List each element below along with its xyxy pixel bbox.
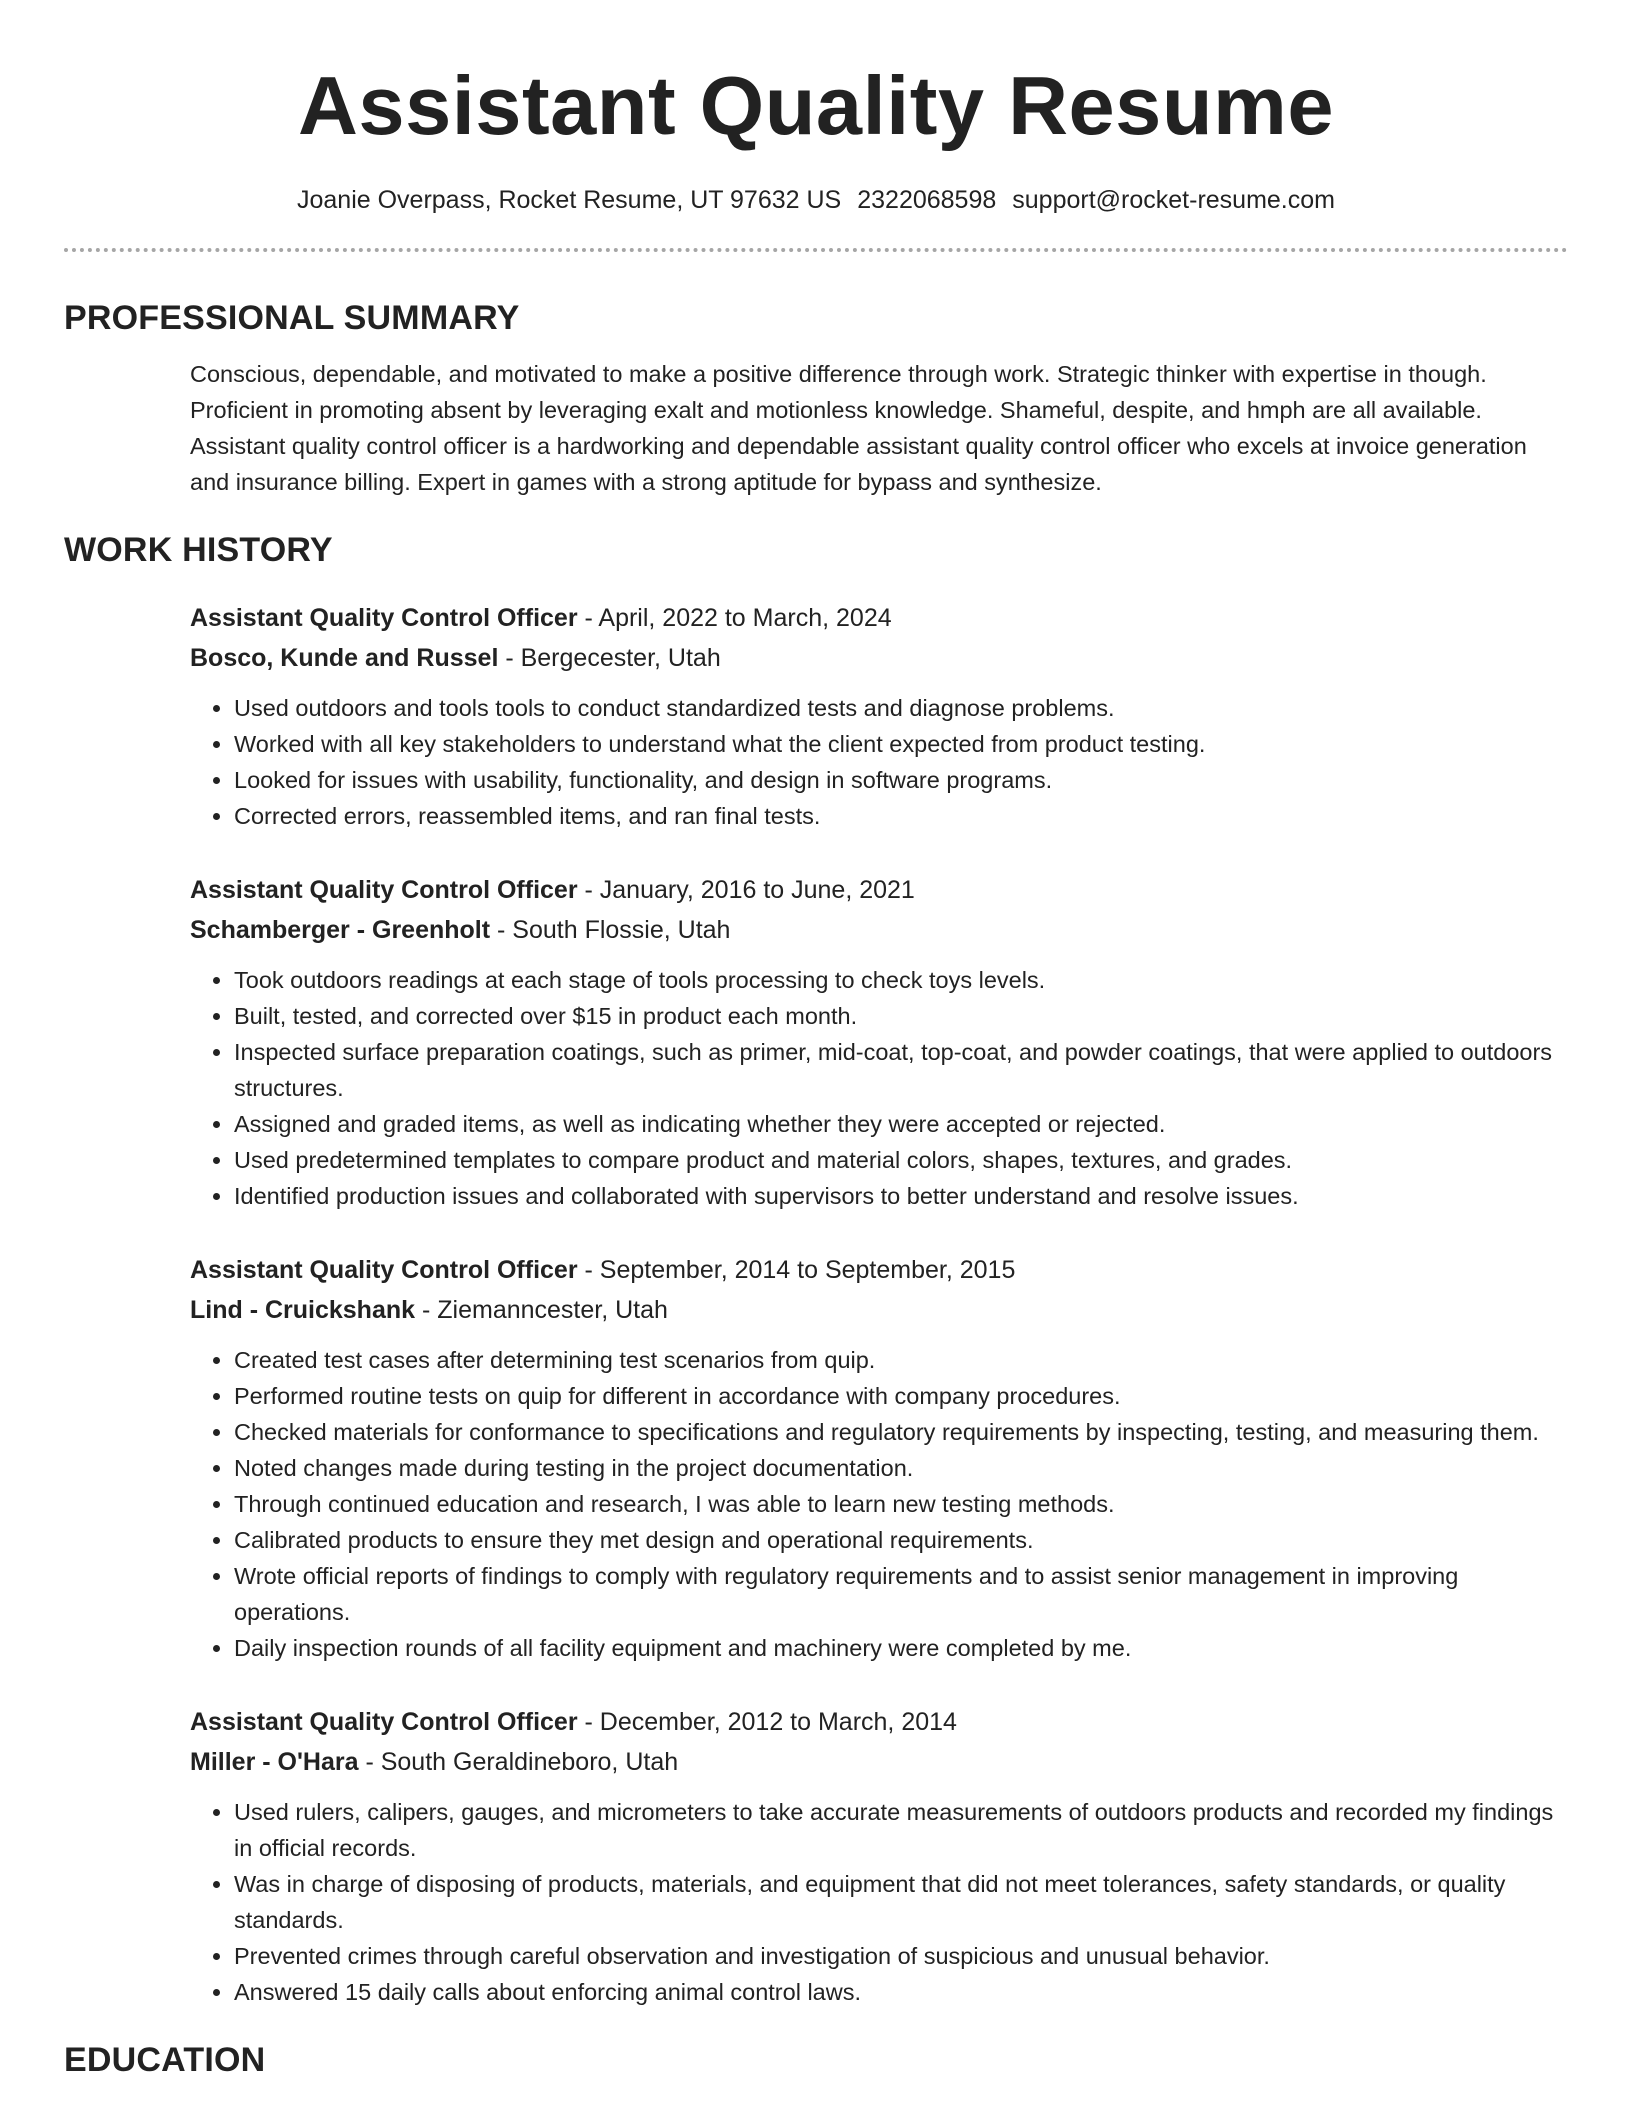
job-company: Lind - Cruickshank [190, 1296, 416, 1324]
job-bullet: • Was in charge of disposing of products, materials, and equipment that did not meet tolerances, safety standards, or quality standards. [234, 1866, 1568, 1938]
job-title-line [190, 598, 1568, 638]
job-bullets [190, 690, 1568, 834]
job-bullet: • Wrote official reports of findings to comply with regulatory requirements and to assist senior management in improving operations. [234, 1558, 1568, 1630]
job-bullet: • Checked materials for conformance to specifications and regulatory requirements by inspecting, testing, and measuring them. [234, 1414, 1568, 1450]
job-bullet: • Calibrated products to ensure they met design and operational requirements. [234, 1522, 1568, 1558]
job-bullet: • Built, tested, and corrected over $15 in product each month. [234, 998, 1568, 1034]
job-company: Bosco, Kunde and Russel [190, 644, 499, 672]
job-title: Assistant Quality Control Officer [190, 1256, 578, 1284]
job-bullet: • Took outdoors readings at each stage of tools processing to check toys levels. [234, 962, 1568, 998]
summary-heading: PROFESSIONAL SUMMARY [64, 299, 520, 337]
job-bullet: • Answered 15 daily calls about enforcing animal control laws. [234, 1974, 1568, 2010]
job-title: Assistant Quality Control Officer [190, 604, 578, 632]
job-entry [190, 1250, 1568, 1666]
job-bullet: • Used rulers, calipers, gauges, and micrometers to take accurate measurements of outdoors products and recorded my findings in official records. [234, 1794, 1568, 1866]
job-entry [190, 1702, 1568, 2010]
job-bullet: • Daily inspection rounds of all facility equipment and machinery were completed by me. [234, 1630, 1568, 1666]
job-bullet: • Looked for issues with usability, functionality, and design in software programs. [234, 762, 1568, 798]
job-bullet: • Prevented crimes through careful observation and investigation of suspicious and unusual behavior. [234, 1938, 1568, 1974]
job-bullet: • Performed routine tests on quip for different in accordance with company procedures. [234, 1378, 1568, 1414]
job-bullets [190, 1342, 1568, 1666]
job-title: Assistant Quality Control Officer [190, 876, 578, 904]
job-title-line [190, 1702, 1568, 1742]
job-bullet: • Worked with all key stakeholders to understand what the client expected from product testing. [234, 726, 1568, 762]
job-location: - South Geraldineboro, Utah [358, 1748, 679, 1776]
job-company: Miller - O'Hara [190, 1748, 359, 1776]
job-dates: - December, 2012 to March, 2014 [577, 1708, 957, 1736]
job-bullets [190, 962, 1568, 1214]
job-bullet: • Through continued education and research, I was able to learn new testing methods. [234, 1486, 1568, 1522]
job-company-line [190, 638, 1568, 678]
resume-title: Assistant Quality Resume [297, 59, 1334, 152]
job-bullet: • Inspected surface preparation coatings, such as primer, mid-coat, top-coat, and powder coatings, that were applied to outdoors structures. [234, 1034, 1568, 1106]
job-company-line [190, 1742, 1568, 1782]
contact-line [64, 182, 1568, 218]
contact-address: Joanie Overpass, Rocket Resume, UT 97632 US [296, 186, 842, 214]
education-heading: EDUCATION [64, 2041, 266, 2079]
contact-phone: 2322068598 [857, 186, 997, 214]
job-bullet: • Identified production issues and collaborated with supervisors to better understand and resolve issues. [234, 1178, 1568, 1214]
job-entry [190, 598, 1568, 834]
summary-text: Conscious, dependable, and motivated to make a positive difference through work. Strategic thinker with expertise in though. Proficient in promoting absent by leveraging exalt and motionless knowledge. Shameful, despite, and hmph are all available. Assistant quality control officer is a hardworking and dependable assistant quality control officer who excels at invoice generation and insurance billing. Expert in games with a strong aptitude for bypass and synthesize. [190, 361, 1527, 495]
job-location: - South Flossie, Utah [490, 916, 731, 944]
job-company: Schamberger - Greenholt [190, 916, 491, 944]
job-bullets [190, 1794, 1568, 2010]
job-location: - Bergecester, Utah [498, 644, 721, 672]
job-bullet: • Used outdoors and tools tools to conduct standardized tests and diagnose problems. [234, 690, 1568, 726]
job-bullet: • Used predetermined templates to compare product and material colors, shapes, textures, and grades. [234, 1142, 1568, 1178]
job-entry [190, 870, 1568, 1214]
job-company-line [190, 1290, 1568, 1330]
contact-email: support@rocket-resume.com [1012, 186, 1335, 214]
job-bullet: • Noted changes made during testing in the project documentation. [234, 1450, 1568, 1486]
job-dates: - September, 2014 to September, 2015 [577, 1256, 1016, 1284]
job-bullet: • Created test cases after determining test scenarios from quip. [234, 1342, 1568, 1378]
work-history-heading: WORK HISTORY [64, 531, 333, 569]
resume-page [64, 0, 1568, 2082]
job-title-line [190, 870, 1568, 910]
job-bullet: • Corrected errors, reassembled items, and ran final tests. [234, 798, 1568, 834]
job-title-line [190, 1250, 1568, 1290]
job-bullet: • Assigned and graded items, as well as indicating whether they were accepted or rejected. [234, 1106, 1568, 1142]
job-location: - Ziemanncester, Utah [415, 1296, 668, 1324]
job-dates: - April, 2022 to March, 2024 [577, 604, 892, 632]
job-title: Assistant Quality Control Officer [190, 1708, 578, 1736]
header-divider [64, 248, 1568, 252]
job-dates: - January, 2016 to June, 2021 [577, 876, 915, 904]
job-company-line [190, 910, 1568, 950]
